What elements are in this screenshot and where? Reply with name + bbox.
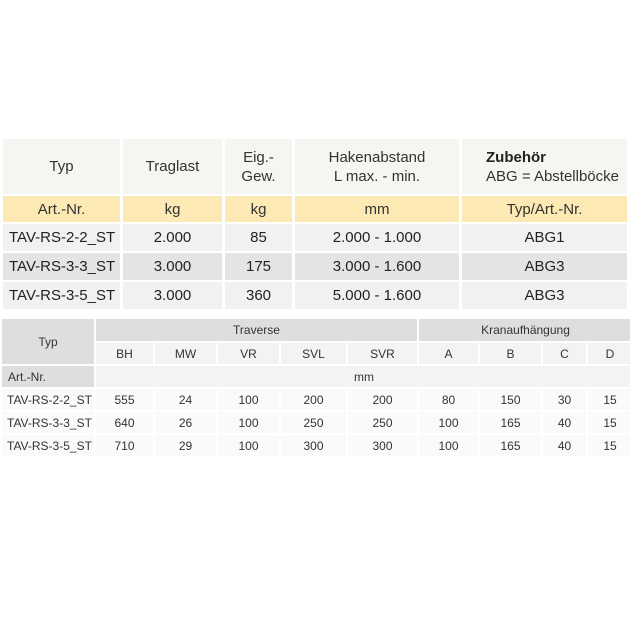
header-typ: Typ: [3, 139, 120, 194]
cell-value: 250: [348, 412, 417, 433]
unit-cell: kg: [225, 196, 292, 222]
cell-art: TAV-RS-3-5_ST: [3, 282, 120, 309]
cell-traglast: 3.000: [123, 282, 222, 309]
cell-value: 40: [543, 412, 586, 433]
cell-value: 100: [218, 435, 279, 456]
column-header: MW: [155, 343, 216, 364]
header-typ: Typ: [2, 319, 94, 364]
cell-value: 250: [281, 412, 346, 433]
cell-value: 200: [348, 389, 417, 410]
cell-value: 300: [348, 435, 417, 456]
column-header: SVR: [348, 343, 417, 364]
header-zubehoer-sub: ABG = Abstellböcke: [486, 167, 619, 185]
cell-zubehoer: ABG1: [462, 224, 627, 251]
cell-art: TAV-RS-3-3_ST: [2, 412, 94, 433]
header-traglast: Traglast: [123, 139, 222, 194]
cell-traglast: 3.000: [123, 253, 222, 280]
cell-value: 30: [543, 389, 586, 410]
unit-cell: Typ/Art.-Nr.: [462, 196, 627, 222]
group-kranaufhaengung: Kranaufhängung: [419, 319, 630, 341]
unit-cell: kg: [123, 196, 222, 222]
cell-value: 26: [155, 412, 216, 433]
cell-haken: 3.000 - 1.600: [295, 253, 459, 280]
header-hakenabstand-line1: Hakenabstand: [328, 148, 426, 166]
column-header: SVL: [281, 343, 346, 364]
cell-gewicht: 175: [225, 253, 292, 280]
column-header: BH: [96, 343, 153, 364]
group-traverse: Traverse: [96, 319, 417, 341]
cell-traglast: 2.000: [123, 224, 222, 251]
table-row: [3, 253, 627, 280]
cell-value: 100: [419, 412, 478, 433]
cell-gewicht: 360: [225, 282, 292, 309]
cell-art: TAV-RS-3-3_ST: [3, 253, 120, 280]
cell-zubehoer: ABG3: [462, 253, 627, 280]
table-row: [3, 282, 627, 309]
column-header: A: [419, 343, 478, 364]
cell-value: 710: [96, 435, 153, 456]
column-header: VR: [218, 343, 279, 364]
cell-value: 80: [419, 389, 478, 410]
cell-art: TAV-RS-2-2_ST: [3, 224, 120, 251]
cell-value: 165: [480, 412, 541, 433]
header-eigengewicht: [225, 139, 292, 194]
cell-value: 165: [480, 435, 541, 456]
unit-mm: mm: [96, 366, 630, 387]
table-row: [3, 224, 627, 251]
dimensions-table: [0, 317, 630, 458]
cell-value: 300: [281, 435, 346, 456]
art-label: Art.-Nr.: [2, 366, 94, 387]
cell-value: 150: [480, 389, 541, 410]
header-zubehoer: [462, 139, 627, 194]
cell-art: TAV-RS-3-5_ST: [2, 435, 94, 456]
table-row: [2, 412, 630, 433]
unit-cell: mm: [295, 196, 459, 222]
cell-haken: 2.000 - 1.000: [295, 224, 459, 251]
column-header-row: [2, 343, 630, 364]
cell-value: 15: [588, 435, 630, 456]
header-hakenabstand: [295, 139, 459, 194]
cell-value: 24: [155, 389, 216, 410]
column-header: B: [480, 343, 541, 364]
cell-value: 200: [281, 389, 346, 410]
unit-cell: Art.-Nr.: [3, 196, 120, 222]
header-row: [3, 139, 627, 194]
cell-value: 29: [155, 435, 216, 456]
cell-zubehoer: ABG3: [462, 282, 627, 309]
table-row: [2, 435, 630, 456]
cell-value: 100: [419, 435, 478, 456]
header-eigengewicht-line2: Gew.: [241, 167, 276, 185]
cell-value: 640: [96, 412, 153, 433]
unit-row: [2, 366, 630, 387]
cell-value: 15: [588, 412, 630, 433]
table-row: [2, 389, 630, 410]
cell-haken: 5.000 - 1.600: [295, 282, 459, 309]
cell-value: 15: [588, 389, 630, 410]
cell-gewicht: 85: [225, 224, 292, 251]
product-table: [0, 137, 630, 311]
header-eigengewicht-line1: Eig.-: [243, 148, 274, 166]
cell-value: 40: [543, 435, 586, 456]
group-header-row: [2, 319, 630, 341]
unit-row: [3, 196, 627, 222]
cell-art: TAV-RS-2-2_ST: [2, 389, 94, 410]
header-hakenabstand-line2: L max. - min.: [333, 167, 421, 185]
header-zubehoer-title: Zubehör: [486, 148, 546, 166]
cell-value: 100: [218, 412, 279, 433]
column-header: D: [588, 343, 630, 364]
cell-value: 100: [218, 389, 279, 410]
cell-value: 555: [96, 389, 153, 410]
column-header: C: [543, 343, 586, 364]
